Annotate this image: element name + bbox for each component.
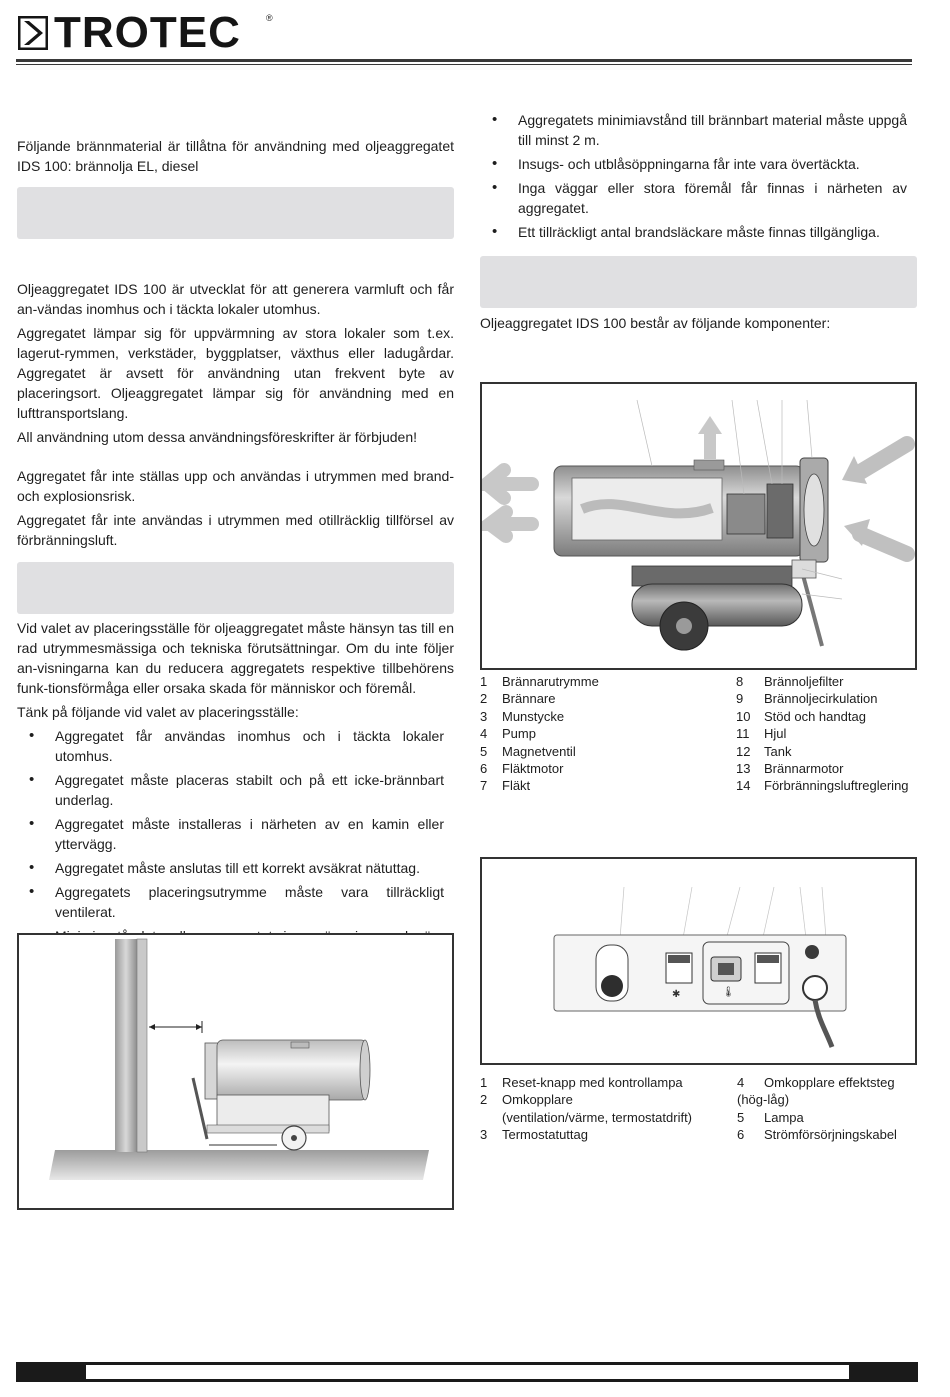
use-paragraph: Aggregatet lämpar sig för uppvärmning av stora lokaler som t.ex. lagerut-rymmen, verkstäder, byggplatser, växthus eller ladugårdar. Aggregatet är avsett för användning utan frekvent byte av placeringsort. Oljeaggregatet lämpar sig för användning med en lufttransportslang. [17, 325, 454, 421]
legend-label: Brännoljecirkulation [764, 691, 878, 707]
list-item: • Aggregatet måste installeras i närheten av en kamin eller yttervägg. [17, 814, 444, 854]
legend-number: 1 [480, 1075, 488, 1090]
legend-number: 5 [480, 743, 488, 759]
requirements-list [480, 110, 907, 242]
logo-chevron-icon [18, 16, 48, 50]
legend-row [736, 673, 916, 690]
list-item: • Aggregatets placeringsutrymme måste vara tillräckligt ventilerat. [17, 882, 444, 922]
intended-use [17, 279, 454, 451]
panel-legend-right [737, 1074, 917, 1144]
legend-number: 8 [736, 674, 744, 689]
list-item: • Aggregatet får användas inomhus och i täckta lokaler utomhus. [17, 726, 444, 766]
control-panel-illustration [482, 859, 915, 1063]
legend-label: Hjul [764, 726, 787, 742]
legend-label: Reset-knapp med kontrollampa [502, 1075, 683, 1090]
section-heading-bar [480, 256, 917, 308]
legend-row [736, 708, 916, 725]
misuse-paragraph: Aggregatet får inte ställas upp och användas i utrymmen med brand- och explosionsrisk. [17, 468, 454, 504]
components-legend-right [736, 673, 916, 795]
list-item: • Insugs- och utblåsöppningarna får inte vara övertäckta. [480, 154, 907, 174]
heater-cutaway-illustration [482, 384, 915, 668]
legend-row [736, 777, 916, 794]
legend-number: 6 [737, 1127, 745, 1143]
fuel-intro [17, 136, 454, 180]
legend-number: 1 [480, 674, 488, 689]
legend-row [736, 743, 916, 760]
legend-row [480, 1074, 730, 1091]
legend-row [480, 1126, 730, 1143]
list-item: • Aggregatet måste placeras stabilt och på ett icke-brännbart underlag. [17, 770, 444, 810]
use-paragraph: Oljeaggregatet IDS 100 är utvecklat för att generera varmluft och får an-vändas inomhus och i täckta lokaler utomhus. [17, 281, 454, 317]
legend-label: (ventilation/värme, termostatdrift) [502, 1109, 693, 1125]
legend-row [736, 690, 916, 707]
legend-label: Lampa [764, 1109, 804, 1125]
section-heading-bar [17, 187, 454, 239]
legend-number: 6 [480, 760, 488, 776]
legend-number: 2 [480, 1092, 488, 1108]
heater-wall-illustration [19, 935, 452, 1208]
legend-row [737, 1109, 917, 1126]
legend-label: Fläktmotor [502, 760, 564, 776]
legend-number: 12 [736, 743, 751, 759]
legend-row [480, 708, 710, 725]
list-item: • Ett tillräckligt antal brandsläckare måste finnas tillgängliga. [480, 222, 907, 242]
placement-paragraph: Tänk på följande vid valet av placeringsställe: [17, 704, 299, 720]
legend-number: 10 [736, 708, 751, 724]
legend-row [480, 673, 710, 690]
fuel-text: Följande brännmaterial är tillåtna för användning med oljeaggregatet IDS 100: brännolja EL, diesel [17, 138, 454, 174]
legend-label: Termostatuttag [502, 1127, 588, 1143]
legend-row [737, 1074, 917, 1091]
misuse [17, 466, 454, 554]
legend-number: 9 [736, 691, 744, 707]
components-intro-text: Oljeaggregatet IDS 100 består av följande komponenter: [480, 315, 831, 331]
legend-number: 14 [736, 778, 751, 794]
svg-text:🌡: 🌡 [722, 987, 735, 998]
panel-legend-left [480, 1074, 730, 1144]
legend-number: 7 [480, 778, 488, 794]
trotec-logo [18, 8, 280, 57]
brand-name: TROTEC [54, 8, 241, 57]
legend-row [736, 725, 916, 742]
legend-label: Munstycke [502, 708, 565, 724]
legend-row [480, 725, 710, 742]
legend-row [737, 1126, 917, 1143]
header-rule [16, 59, 912, 62]
legend-label: Brännarutrymme [502, 674, 599, 689]
legend-number: 4 [480, 726, 488, 742]
components-figure [480, 382, 917, 670]
legend-label: Fläkt [502, 778, 531, 794]
wall-distance-figure [17, 933, 454, 1210]
legend-number: 11 [736, 726, 750, 742]
legend-row [737, 1091, 917, 1108]
legend-row [480, 690, 710, 707]
footer-inner [86, 1365, 849, 1379]
legend-label: Stöd och handtag [764, 708, 866, 724]
legend-row [480, 760, 710, 777]
legend-number: 4 [737, 1075, 745, 1090]
legend-row [736, 760, 916, 777]
components-legend-left [480, 673, 710, 795]
misuse-paragraph: Aggregatet får inte användas i utrymmen med otillräcklig tillförsel av förbränningsluft. [17, 512, 454, 548]
svg-text:✱: ✱ [672, 989, 681, 1000]
legend-row [480, 1091, 730, 1108]
legend-label: Brännarmotor [764, 760, 844, 776]
components-intro [480, 313, 907, 337]
legend-label: Tank [764, 743, 792, 759]
legend-label: Brännare [502, 691, 556, 707]
legend-label: Strömförsörjningskabel [764, 1127, 897, 1143]
header-rule-thin [16, 64, 912, 65]
placement-list [17, 726, 454, 966]
control-panel-figure [480, 857, 917, 1065]
legend-row [480, 777, 710, 794]
legend-label: Magnetventil [502, 743, 576, 759]
legend-label: Pump [502, 726, 536, 742]
list-item: • Inga väggar eller stora föremål får finnas i närheten av aggregatet. [480, 178, 907, 218]
registered-mark: ® [266, 13, 273, 23]
list-item: • Aggregatets minimiavstånd till brännbart material måste uppgå till minst 2 m. [480, 110, 907, 150]
legend-row [480, 1109, 730, 1126]
legend-row [480, 743, 710, 760]
list-item: • Aggregatet måste anslutas till ett korrekt avsäkrat nätuttag. [17, 858, 444, 878]
placement-paragraph: Vid valet av placeringsställe för oljeaggregatet måste hänsyn tas till en rad utrymmesmässiga och tekniska förutsättningar. Om du inte följer an-visningarna kan du reducera aggregatets respektive tillbehörens funk-tionsförmåga eller orsaka skada för människor och föremål. [17, 620, 454, 696]
use-paragraph: All användning utom dessa användningsföreskrifter är förbjuden! [17, 429, 418, 445]
legend-label: Omkopplare [502, 1092, 573, 1108]
right-bullets [480, 110, 907, 246]
legend-label: Omkopplare effektsteg [764, 1075, 895, 1090]
legend-number: 2 [480, 691, 488, 707]
legend-number: 3 [480, 1127, 488, 1143]
section-heading-bar [17, 562, 454, 614]
legend-label: (hög-låg) [737, 1092, 790, 1108]
legend-number: 3 [480, 708, 488, 724]
legend-label: Brännoljefilter [764, 674, 844, 689]
legend-label: Förbränningsluftreglering [764, 778, 909, 794]
placement [17, 618, 454, 970]
legend-number: 5 [737, 1109, 745, 1125]
legend-number: 13 [736, 760, 751, 776]
